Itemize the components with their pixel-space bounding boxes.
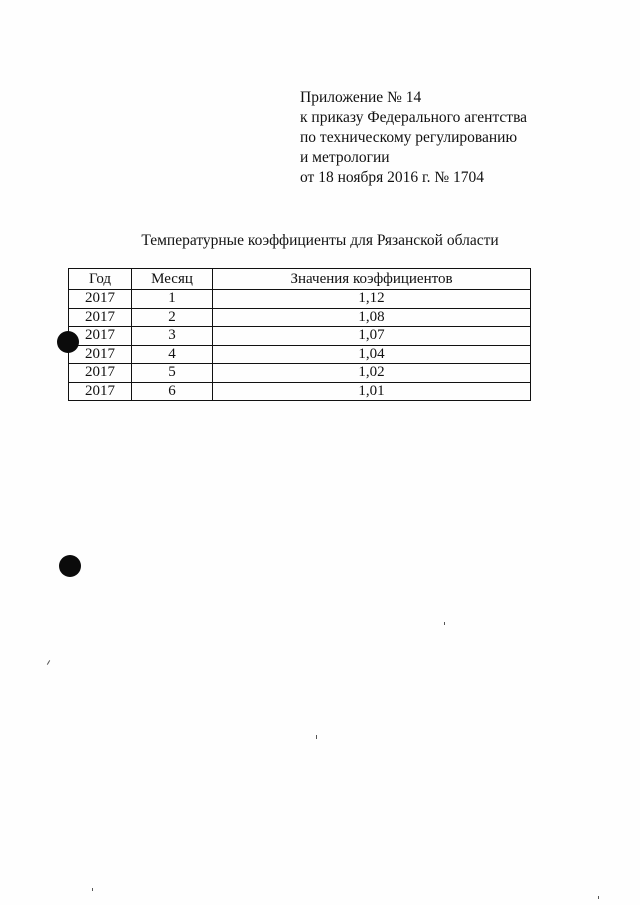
table-row xyxy=(69,290,531,309)
cell-value: 1,08 xyxy=(213,308,531,327)
cell-value: 1,02 xyxy=(213,364,531,383)
cell-month: 5 xyxy=(132,364,213,383)
appendix-line: к приказу Федерального агентства xyxy=(300,109,528,126)
cell-value: 1,12 xyxy=(213,290,531,309)
document-title: Температурные коэффициенты для Рязанской области xyxy=(141,232,499,249)
cell-month: 3 xyxy=(132,327,213,346)
scan-speck xyxy=(47,660,50,665)
table-row xyxy=(69,308,531,327)
appendix-line: от 18 ноября 2016 г. № 1704 xyxy=(300,169,484,186)
cell-value: 1,01 xyxy=(213,382,531,401)
scan-speck xyxy=(444,622,445,625)
cell-year: 2017 xyxy=(69,327,132,346)
column-header-month: Месяц xyxy=(132,269,213,290)
scan-speck xyxy=(316,735,317,739)
appendix-header xyxy=(300,88,527,188)
appendix-line: по техническому регулированию xyxy=(300,129,518,146)
coefficients-table xyxy=(68,268,531,401)
cell-year: 2017 xyxy=(69,382,132,401)
cell-year: 2017 xyxy=(69,290,132,309)
punch-hole-mark xyxy=(59,555,81,577)
appendix-line: Приложение № 14 xyxy=(300,89,422,106)
cell-month: 6 xyxy=(132,382,213,401)
scan-speck xyxy=(598,896,599,899)
cell-value: 1,07 xyxy=(213,327,531,346)
cell-year: 2017 xyxy=(69,308,132,327)
column-header-year: Год xyxy=(69,269,132,290)
scan-speck xyxy=(92,888,93,891)
table-row xyxy=(69,327,531,346)
cell-value: 1,04 xyxy=(213,345,531,364)
table-row xyxy=(69,382,531,401)
appendix-line: и метрологии xyxy=(300,149,390,166)
column-header-values: Значения коэффициентов xyxy=(213,269,531,290)
cell-year: 2017 xyxy=(69,345,132,364)
table-row xyxy=(69,345,531,364)
cell-month: 2 xyxy=(132,308,213,327)
table-header-row xyxy=(69,269,531,290)
cell-month: 4 xyxy=(132,345,213,364)
cell-month: 1 xyxy=(132,290,213,309)
punch-hole-mark xyxy=(57,331,79,353)
table-row xyxy=(69,364,531,383)
cell-year: 2017 xyxy=(69,364,132,383)
